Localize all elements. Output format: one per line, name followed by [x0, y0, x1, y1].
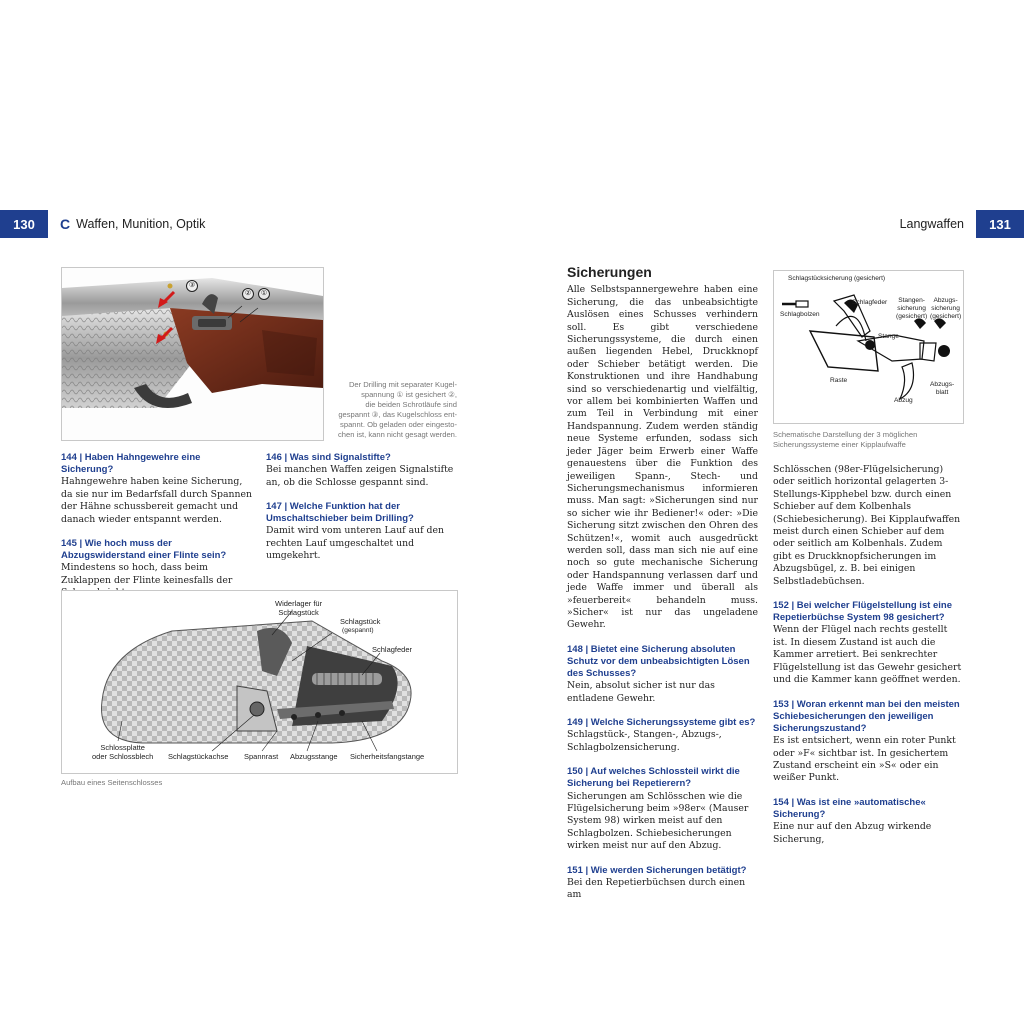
label-schlossplatte: [92, 743, 153, 761]
column-2-continuation: Schlösschen (98er-Flügelsicherung) oder seitlich horizontal gelagerten 3-Stellungs-Kipphebel bzw. durch einen Schieber auf dem Kolbenhals (Schiebesicherung). Bei Kipplaufwaffen meist durch einen Schieber auf dem oder seitlich am Kolbenhals. Zudem gibt es Druckknopfsicherungen im Abzugsbügel, z. B. bei einigen Selbstladebüchsen.: [773, 464, 961, 587]
running-head-right: [900, 210, 964, 238]
schematic-caption-line: Sicherungssysteme einer Kipplaufwaffe: [773, 440, 906, 449]
question-152: 152 | Bei welcher Flügelstellung ist eine Repetierbüchse System 98 gesichert?: [773, 600, 952, 624]
label-line: blatt: [935, 389, 949, 396]
label-line: Schlossplatte: [100, 743, 145, 752]
page-number-left: [0, 210, 48, 238]
schematic-label-stangensicherung: [896, 297, 927, 321]
schematic-label-schlagfeder: Schlagfeder: [852, 299, 888, 306]
answer-145: Mindestens so hoch, dass beim Zuklappen der Flinte keinesfalls der: [61, 562, 233, 586]
label-line: (gesichert): [930, 313, 962, 320]
label-line: Schlagstück: [278, 608, 319, 617]
safety-schematic-image: [774, 271, 963, 423]
label-sicherheitsfangstange: Sicherheitsfangstange: [350, 752, 425, 761]
left-column-1: [61, 452, 253, 612]
photo-caption-line: spannt. Ob geladen oder eingesto-: [340, 420, 457, 429]
answer-144: Hahngewehre haben keine Sicherung, da sie nur im Bedarfsfall durch Spannen der Hähne schussbereit gemacht und danach wieder entspannt werden.: [61, 476, 252, 525]
schematic-label-abzugsblatt: [930, 381, 954, 397]
drilling-photo: [61, 267, 324, 441]
label-line: (gesichert): [896, 313, 928, 320]
label-spannrast: Spannrast: [244, 752, 279, 761]
schematic-label-stange: Stange: [878, 333, 899, 340]
label-gespannt: (gespannt): [342, 627, 374, 634]
label-line: sicherung: [897, 305, 926, 312]
answer-148: Nein, absolut sicher ist nur das entladene Gewehr.: [567, 680, 715, 704]
marker-3: ③: [186, 280, 198, 292]
schematic-label-top: Schlagstücksicherung (gesichert): [788, 275, 886, 282]
schematic-label-abzugssicherung: [930, 297, 961, 321]
answer-150: Sicherungen am Schlösschen wie die Flügelsicherung beim »98er« (Mauser System 98) wirken meist auf den Schlagbolzen. Schiebesicherungen wirken meist nur auf den Abzug.: [567, 790, 749, 852]
drilling-photo-image: [62, 268, 323, 440]
marker-2: ②: [242, 288, 254, 300]
schematic-label-abzug: Abzug: [894, 397, 913, 404]
question-151: 151 | Wie werden Sicherungen betätigt?: [567, 864, 747, 876]
left-column-2: [266, 452, 458, 575]
label-schlagstueck: Schlagstück: [340, 617, 381, 626]
section-heading: Sicherungen: [567, 264, 652, 280]
right-column-1: [567, 266, 758, 914]
label-abzugsstange: Abzugsstange: [290, 752, 338, 761]
answer-146: Bei manchen Waffen zeigen Signalstifte an, ob die Schlosse gespannt sind.: [266, 464, 454, 488]
photo-caption-line: spannung ① ist gesichert ②,: [361, 390, 457, 399]
marker-1: ①: [258, 288, 270, 300]
answer-149: Schlagstück-, Stangen-, Abzugs-, Schlagbolzensicherung.: [567, 729, 722, 753]
question-154: 154 | Was ist eine »automatische« Sicherung?: [773, 796, 926, 820]
page-number-left-text: 130: [13, 216, 35, 232]
label-line: Abzugs-: [933, 297, 958, 304]
question-149: 149 | Welche Sicherungssysteme gibt es?: [567, 717, 756, 729]
answer-147: Damit wird vom unteren Lauf auf den rechten Lauf umgeschaltet und umgekehrt.: [266, 525, 444, 562]
schematic-caption: [773, 430, 962, 450]
question-145: 145 | Wie hoch muss der Abzugswiderstand einer Flinte sein?: [61, 538, 227, 562]
lock-caption: Aufbau eines Seitenschlosses: [61, 778, 163, 787]
intro-paragraph: Alle Selbstspannergewehre haben eine Sicherung, die das unbeabsichtigte Auslösen eines Schusses verhindern soll. Es gibt verschiedene Sicherungssysteme, die durch einen außen liegenden Hebel, Druckknopf oder Schieber betätigt werden. Die Konstruktionen und ihre Handhabung sind so verschiedenartig und vielfältig, vor allem bei kombinierten Waffen und zum Teil in Verbindung mit einer Handspannung. Zudem werden ständig neue Systeme erfunden, sodass sich jeder Jäger beim Erwerb einer Waffe genauestens über die Funktion des jeweiligen Spann-, Stech- und Sicherungsmechanismus informieren muss. Man sagt: »Sicherungen sind nur so sicher wie ihr Bediener!« oder: »Die Sicherung sitzt zwischen den Ohren des Schützen!«, womit auch ausgedrückt werden soll, dass man sich nie auf eine noch so gute mechanische Sicherung oder Handspannung verlassen darf und jede Waffe immer und überall als »feuerbereit« behandeln muss. »Sicher« ist nur das ungeladene Gewehr.: [567, 284, 758, 631]
label-line: Widerlager für: [275, 599, 323, 608]
photo-caption-line: die beiden Schrotläufe sind: [365, 400, 457, 409]
lock-diagram: [61, 590, 458, 774]
question-147: 147 | Welche Funktion hat der Umschaltschieber beim Drilling?: [266, 501, 414, 525]
photo-caption-line: chen ist, kann nicht gesagt werden.: [337, 430, 457, 439]
label-line: oder Schlossblech: [92, 752, 154, 761]
page-number-right: [976, 210, 1024, 238]
answer-151: Bei den Repetierbüchsen durch einen am: [567, 876, 746, 901]
question-146: 146 | Was sind Signalstifte?: [266, 452, 391, 463]
question-144: 144 | Haben Hahngewehre eine Sicherung?: [61, 452, 201, 476]
right-column-2: [773, 464, 963, 858]
question-153: 153 | Woran erkennt man bei den meisten Schiebesicherungen den jeweiligen Sicherungszustand?: [773, 698, 960, 734]
answer-152: Wenn der Flügel nach rechts gestellt ist. In diesem Zustand ist auch die Kammer arretiert. Bei senkrechter Flügelstellung ist das Gewehr gesichert und die Kammer kann geöffnet werden.: [773, 624, 962, 686]
schematic-label-raste: Raste: [830, 377, 848, 384]
schematic-label-schlagbolzen: Schlagbolzen: [780, 311, 820, 318]
label-achse: Schlagstückachse: [168, 752, 229, 761]
photo-caption-line: gespannt ③, das Kugelschloss ent-: [338, 410, 457, 419]
photo-caption-line: Der Drilling mit separater Kugel-: [348, 380, 457, 389]
section-letter: C: [60, 216, 71, 232]
answer-153: Es ist entsichert, wenn ein roter Punkt oder »F« sichtbar ist. In gesichertem Zustand erscheint ein »S« oder ein weißer Punkt.: [773, 735, 956, 784]
question-148: 148 | Bietet eine Sicherung absoluten Schutz vor dem unbeabsichtigten Lösen des Schusses?: [567, 643, 750, 680]
label-line: Abzugs-: [930, 381, 955, 388]
label-line: sicherung: [931, 305, 960, 312]
question-150: 150 | Auf welches Schlossteil wirkt die Sicherung bei Repetierern?: [567, 766, 740, 790]
section-title: Waffen, Munition, Optik: [76, 217, 206, 231]
label-schlagfeder: Schlagfeder: [372, 645, 413, 654]
schematic-caption-line: Schematische Darstellung der 3 möglichen: [773, 430, 918, 439]
label-line: Stangen-: [898, 297, 925, 304]
running-head-left: [60, 210, 205, 238]
safety-schematic: [773, 270, 964, 424]
answer-154: Eine nur auf den Abzug wirkende Sicherung,: [773, 821, 932, 845]
photo-caption: [315, 380, 457, 440]
label-widerlager: [275, 599, 322, 617]
running-title: Langwaffen: [899, 217, 964, 231]
page-number-right-text: 131: [989, 216, 1011, 232]
